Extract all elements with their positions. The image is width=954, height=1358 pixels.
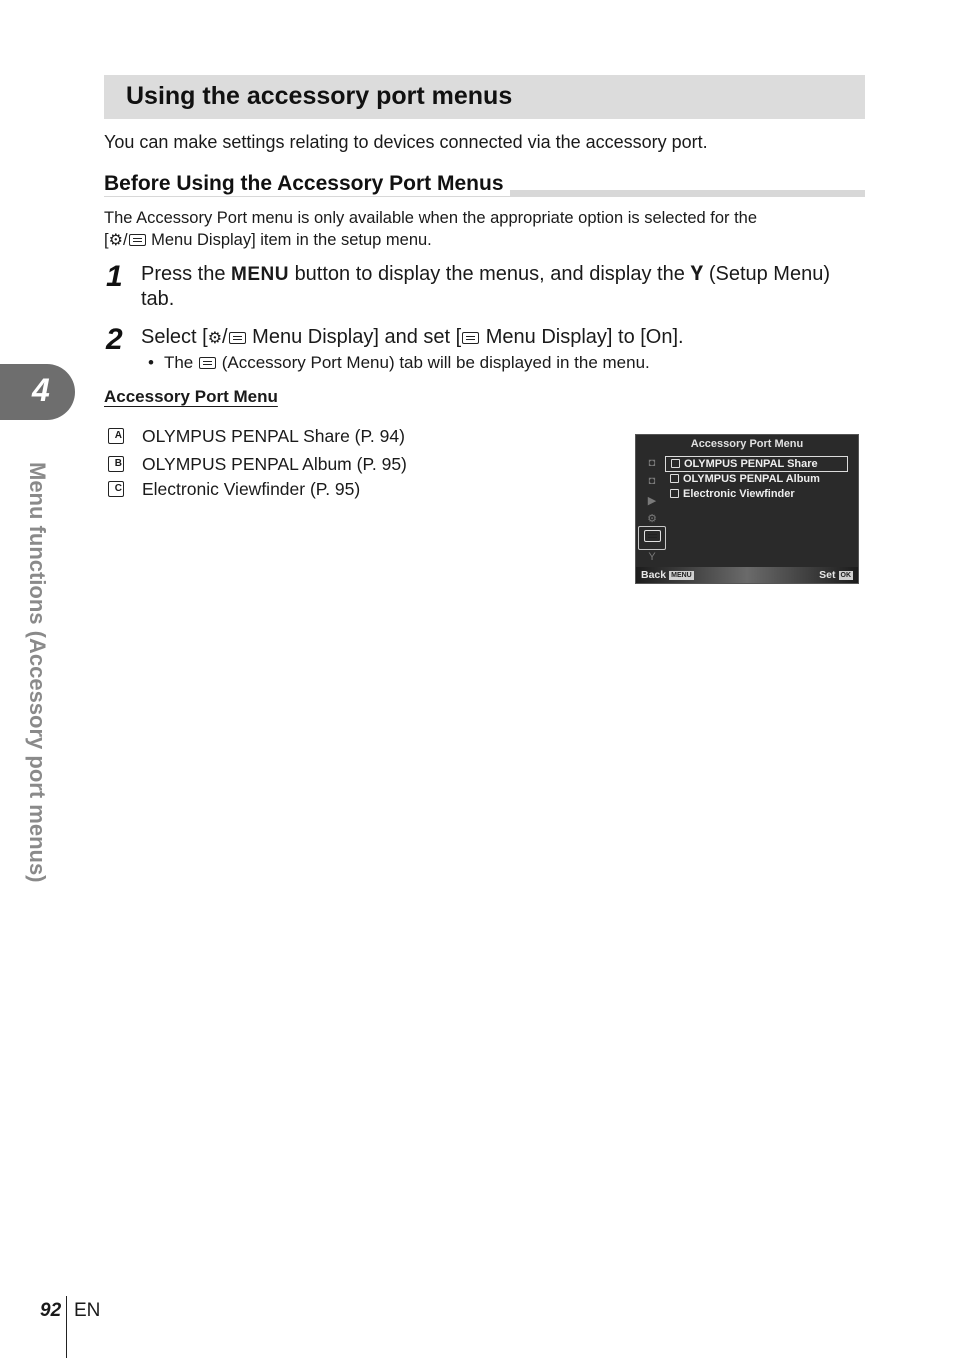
menu-key-badge: MENU bbox=[671, 572, 692, 579]
page-number: 92 bbox=[40, 1300, 62, 1321]
custom-settings-icon: ⚙ bbox=[108, 232, 123, 249]
penpal-album-icon bbox=[670, 474, 679, 483]
paragraph-part1: The Accessory Port menu is only available when the appropriate option is selected for the bbox=[104, 209, 758, 227]
screen-item-selected bbox=[665, 456, 848, 472]
ok-key-badge: OK bbox=[840, 572, 851, 579]
set-label: Set bbox=[819, 569, 836, 581]
bullet-post: (Accessory Port Menu) tab will be displayed in the menu. bbox=[221, 353, 650, 372]
accessory-port-icon bbox=[129, 234, 146, 246]
page-number-divider bbox=[66, 1296, 67, 1358]
screen-item bbox=[665, 487, 848, 501]
chapter-label: Menu functions (Accessory port menus) bbox=[25, 462, 50, 883]
penpal-share-icon bbox=[671, 459, 680, 468]
step-text: Select [⚙/ Menu Display] and set [ Menu Display] to [On]. bbox=[141, 326, 684, 348]
viewfinder-icon: C bbox=[108, 481, 124, 497]
penpal-album-icon: B bbox=[108, 456, 124, 472]
accessory-port-icon bbox=[229, 332, 246, 344]
step-1-pre: Press the bbox=[141, 263, 226, 285]
shooting-menu-2-icon: ◘ bbox=[648, 475, 656, 487]
bullet-pre: The bbox=[163, 353, 194, 372]
custom-settings-icon: ⚙ bbox=[207, 330, 223, 347]
viewfinder-icon bbox=[670, 489, 679, 498]
back-hint bbox=[641, 569, 694, 581]
chapter-number: 4 bbox=[32, 372, 50, 408]
language-code: EN bbox=[74, 1300, 101, 1321]
page-title: Using the accessory port menus bbox=[126, 82, 513, 110]
accessory-port-icon bbox=[199, 357, 216, 369]
penpal-share-icon: A bbox=[108, 428, 124, 444]
screen-item-label: OLYMPUS PENPAL Album bbox=[683, 473, 820, 485]
accessory-port-tab-icon bbox=[638, 526, 666, 550]
paragraph-part2: Menu Display] item in the setup menu. bbox=[151, 231, 432, 249]
step-2-mid: Menu Display] and set [ bbox=[252, 326, 462, 348]
custom-menu-icon: ⚙ bbox=[647, 513, 657, 525]
setup-menu-icon: Y bbox=[648, 551, 656, 563]
back-label: Back bbox=[641, 569, 667, 581]
screen-item bbox=[665, 472, 848, 486]
menu-button-label: MENU bbox=[231, 264, 289, 285]
set-hint bbox=[819, 569, 853, 581]
screen-item-label: Electronic Viewfinder bbox=[683, 488, 795, 500]
step-2-pre: Select [ bbox=[141, 326, 208, 348]
screen-title: Accessory Port Menu bbox=[690, 438, 804, 450]
playback-menu-icon: ▶ bbox=[647, 495, 657, 507]
accessory-port-icon bbox=[462, 332, 479, 344]
list-item-label: OLYMPUS PENPAL Share (P. 94) bbox=[142, 426, 405, 446]
screen-item-label: OLYMPUS PENPAL Share bbox=[684, 458, 818, 470]
section-title-bar bbox=[104, 75, 865, 119]
availability-paragraph: The Accessory Port menu is only available when the appropriate option is selected for the [⚙/ Menu Display] item in the setup menu. bbox=[104, 209, 758, 249]
subheading-block bbox=[104, 172, 865, 200]
step-number: 2 bbox=[106, 323, 123, 356]
screen-footer bbox=[636, 567, 858, 583]
accessory-port-menu-label: Accessory Port Menu bbox=[104, 387, 278, 406]
chapter-tab bbox=[0, 364, 75, 420]
bullet-dot-icon: • bbox=[148, 353, 154, 372]
camera-screen bbox=[635, 434, 859, 584]
step-1-post: button to display the menus, and display the bbox=[294, 263, 685, 285]
step-1-post2: (Setup Menu) tab. bbox=[141, 263, 830, 310]
intro-text: You can make settings relating to devices connected via the accessory port. bbox=[104, 132, 708, 152]
step-text bbox=[141, 262, 861, 312]
list-item-label: Electronic Viewfinder (P. 95) bbox=[142, 479, 361, 499]
shooting-menu-1-icon: ◘ bbox=[648, 457, 656, 469]
list-item-label: OLYMPUS PENPAL Album (P. 95) bbox=[142, 454, 407, 474]
step-2-post: Menu Display] to [On]. bbox=[485, 326, 684, 348]
step-number: 1 bbox=[106, 260, 123, 293]
subheading: Before Using the Accessory Port Menus bbox=[104, 172, 510, 196]
setup-wrench-icon: 𝚼 bbox=[690, 263, 704, 285]
screen-tab-column bbox=[638, 455, 666, 567]
bullet-note bbox=[148, 353, 650, 373]
